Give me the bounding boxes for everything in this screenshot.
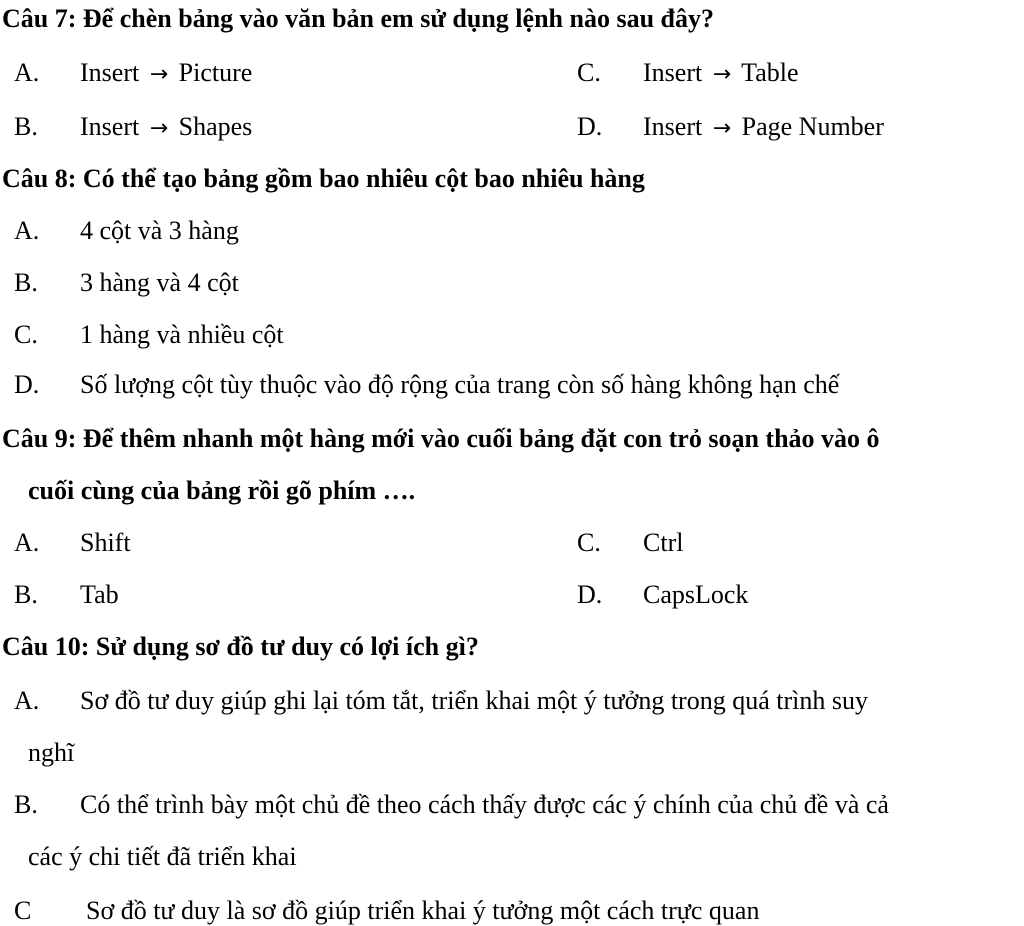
option-letter: A. (14, 686, 40, 715)
option-letter: C. (577, 528, 601, 557)
option-letter: B. (14, 580, 38, 609)
question-9-title-line-2: cuối cùng của bảng rồi gõ phím …. (28, 476, 416, 505)
option-text: Số lượng cột tùy thuộc vào độ rộng của trang còn số hàng không hạn chế (80, 370, 840, 399)
option-letter: D. (577, 112, 603, 141)
question-9-title-line-1: Câu 9: Để thêm nhanh một hàng mới vào cuối bảng đặt con trỏ soạn thảo vào ô (2, 424, 880, 453)
option-text: 3 hàng và 4 cột (80, 268, 239, 297)
option-text: Insert → Picture (80, 58, 253, 87)
option-letter: B. (14, 268, 38, 297)
option-letter: A. (14, 528, 40, 557)
option-letter: A. (14, 216, 40, 245)
option-text: Sơ đồ tư duy giúp ghi lại tóm tắt, triển khai một ý tưởng trong quá trình suy (80, 686, 868, 715)
arrow-right-icon: → (712, 62, 732, 87)
option-text: Shift (80, 528, 131, 557)
arrow-right-icon: → (149, 62, 169, 87)
option-text: Tab (80, 580, 119, 609)
option-letter: D. (577, 580, 603, 609)
option-letter: C. (577, 58, 601, 87)
question-7-title: Câu 7: Để chèn bảng vào văn bản em sử dụng lệnh nào sau đây? (2, 4, 714, 33)
option-text: Insert → Table (643, 58, 799, 87)
option-text: Ctrl (643, 528, 684, 557)
arrow-right-icon: → (149, 116, 169, 141)
option-letter: C. (14, 320, 38, 349)
arrow-right-icon: → (712, 116, 732, 141)
option-letter: A. (14, 58, 40, 87)
option-text: 1 hàng và nhiều cột (80, 320, 284, 349)
option-letter: C (14, 896, 32, 925)
question-10-title: Câu 10: Sử dụng sơ đồ tư duy có lợi ích gì? (2, 632, 479, 661)
option-letter: D. (14, 370, 40, 399)
option-letter: B. (14, 112, 38, 141)
option-text: CapsLock (643, 580, 749, 609)
option-text: Sơ đồ tư duy là sơ đồ giúp triển khai ý tưởng một cách trực quan (86, 896, 760, 925)
question-10-option-b-continuation: các ý chi tiết đã triển khai (28, 842, 297, 871)
option-letter: B. (14, 790, 38, 819)
option-text: Insert → Shapes (80, 112, 253, 141)
option-text: Có thể trình bày một chủ đề theo cách thấy được các ý chính của chủ đề và cả (80, 790, 889, 819)
option-text: 4 cột và 3 hàng (80, 216, 239, 245)
question-10-option-a-continuation: nghĩ (28, 738, 75, 767)
option-text: Insert → Page Number (643, 112, 884, 141)
question-8-title: Câu 8: Có thể tạo bảng gồm bao nhiêu cột bao nhiêu hàng (2, 164, 645, 193)
